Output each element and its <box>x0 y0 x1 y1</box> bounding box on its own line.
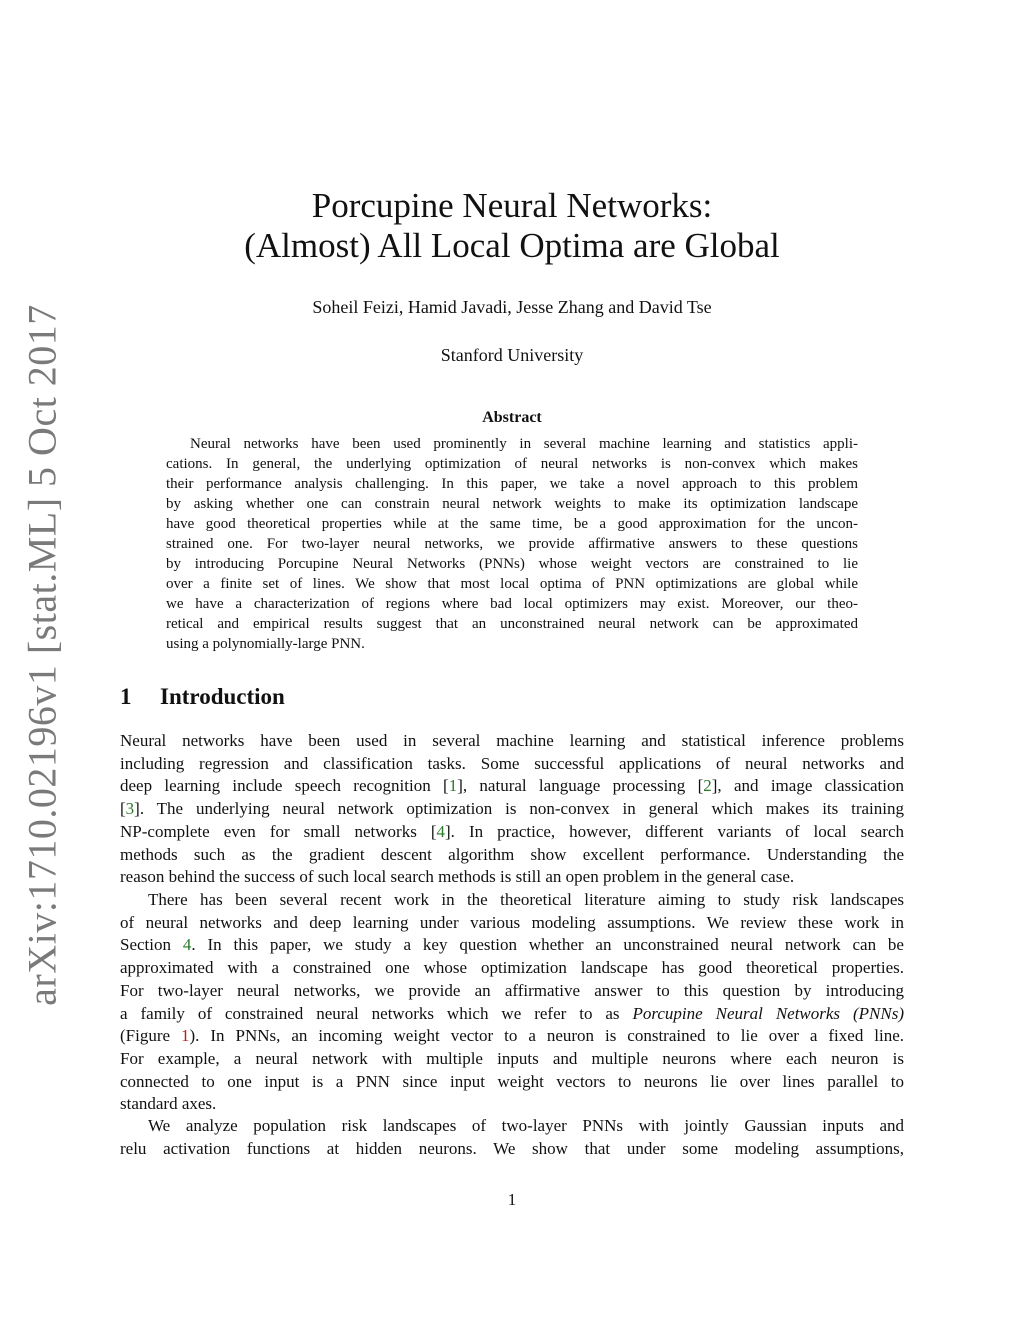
abstract-line: by introducing Porcupine Neural Networks (PNNs) whose weight vectors are constrained to lie <box>166 556 858 572</box>
arxiv-identifier-stamp: arXiv:1710.02196v1 [stat.ML] 5 Oct 2017 <box>19 304 65 1006</box>
paragraph-line: relu activation functions at hidden neurons. We show that under some modeling assumptions, <box>120 1138 904 1158</box>
citation-link[interactable]: 1 <box>448 776 458 796</box>
paragraph-line: We analyze population risk landscapes of two-layer PNNs with jointly Gaussian inputs and <box>148 1116 904 1135</box>
citation-link[interactable]: 4 <box>436 821 446 841</box>
text-run: ]. In practice, however, different variants of local search <box>445 821 904 841</box>
paragraph-line: of neural networks and deep learning under various modeling assumptions. We review these work in <box>120 912 904 932</box>
section-heading-introduction <box>120 684 285 710</box>
section-title: Introduction <box>160 684 285 709</box>
citation-link[interactable]: 3 <box>125 799 135 819</box>
paragraph-line: connected to one input is a PNN since input weight vectors to neurons lie over lines parallel to <box>120 1071 904 1091</box>
paragraph-line: including regression and classification tasks. Some successful applications of neural networks and <box>120 753 904 773</box>
paragraph-line: standard axes. <box>120 1094 217 1114</box>
page-number: 1 <box>507 1190 517 1209</box>
intro-paragraph-3 <box>120 1115 904 1160</box>
abstract-line: retical and empirical results suggest that an unconstrained neural network can be approximated <box>166 616 858 632</box>
section-number: 1 <box>120 684 132 709</box>
figure-link[interactable]: 1 <box>181 1026 190 1046</box>
paragraph-line: There has been several recent work in the theoretical literature aiming to study risk landscapes <box>148 890 904 909</box>
text-run: ], natural language processing [ <box>457 776 704 796</box>
text-run: . In this paper, we study a key question whether an unconstrained neural network can be <box>191 935 904 955</box>
section-link[interactable]: 4 <box>182 935 192 955</box>
text-run: a family of constrained neural networks which we refer to as <box>120 1003 633 1023</box>
text-run: Section <box>120 935 183 955</box>
paragraph-line <box>120 775 904 798</box>
text-run: [ <box>120 799 126 819</box>
abstract-body <box>166 434 858 654</box>
paragraph-line <box>120 1025 904 1048</box>
text-run: NP-complete even for small networks [ <box>120 821 437 841</box>
title-line-1: Porcupine Neural Networks: <box>311 186 713 225</box>
abstract-line: their performance analysis challenging. In this paper, we take a novel approach to this problem <box>166 476 858 492</box>
text-run: ]. The underlying neural network optimization is non-convex in general which makes its training <box>134 799 904 819</box>
text-run: deep learning include speech recognition [ <box>120 776 449 796</box>
paragraph-line: methods such as the gradient descent algorithm show excellent performance. Understanding the <box>120 844 904 864</box>
text-run: ). In PNNs, an incoming weight vector to a neuron is constrained to lie over a fixed line. <box>189 1026 905 1046</box>
author-list: Soheil Feizi, Hamid Javadi, Jesse Zhang and David Tse <box>312 297 712 317</box>
abstract-line: have good theoretical properties while at the same time, be a good approximation for the uncon- <box>166 516 858 532</box>
paragraph-line <box>120 821 904 844</box>
abstract-heading: Abstract <box>482 409 542 426</box>
abstract-line: by asking whether one can constrain neural network weights to make its optimization landscape <box>166 496 858 512</box>
text-run: ], and image classication <box>711 776 904 796</box>
emphasized-term: Porcupine Neural Networks (PNNs) <box>632 1003 904 1023</box>
abstract-line: using a polynomially-large PNN. <box>166 636 365 652</box>
paragraph-line: For example, a neural network with multiple inputs and multiple neurons where each neuron is <box>120 1048 904 1068</box>
title-line-2: (Almost) All Local Optima are Global <box>244 226 780 265</box>
abstract-line: cations. In general, the underlying optimization of neural networks is non-convex which makes <box>166 456 858 472</box>
abstract-line: over a finite set of lines. We show that most local optima of PNN optimizations are global while <box>166 576 858 592</box>
paragraph-line <box>120 1003 904 1026</box>
abstract-line: Neural networks have been used prominently in several machine learning and statistics appli- <box>190 436 858 452</box>
intro-paragraph-2 <box>120 889 904 1116</box>
affiliation: Stanford University <box>440 345 584 365</box>
citation-link[interactable]: 2 <box>703 776 712 796</box>
text-run: (Figure <box>120 1026 182 1046</box>
paragraph-line <box>120 934 904 957</box>
paragraph-line: Neural networks have been used in several machine learning and statistical inference problems <box>120 731 904 750</box>
intro-paragraph-1 <box>120 730 904 889</box>
abstract-line: strained one. For two-layer neural networks, we provide affirmative answers to these questions <box>166 536 858 552</box>
abstract-line: we have a characterization of regions where bad local optimizers may exist. Moreover, our theo- <box>166 596 858 612</box>
paragraph-line: approximated with a constrained one whose optimization landscape has good theoretical properties. <box>120 958 904 978</box>
paragraph-line: reason behind the success of such local search methods is still an open problem in the general case. <box>120 867 795 887</box>
paragraph-line: For two-layer neural networks, we provide an affirmative answer to this question by introducing <box>120 980 904 1000</box>
paper-title <box>0 186 1024 266</box>
paragraph-line <box>120 798 904 821</box>
